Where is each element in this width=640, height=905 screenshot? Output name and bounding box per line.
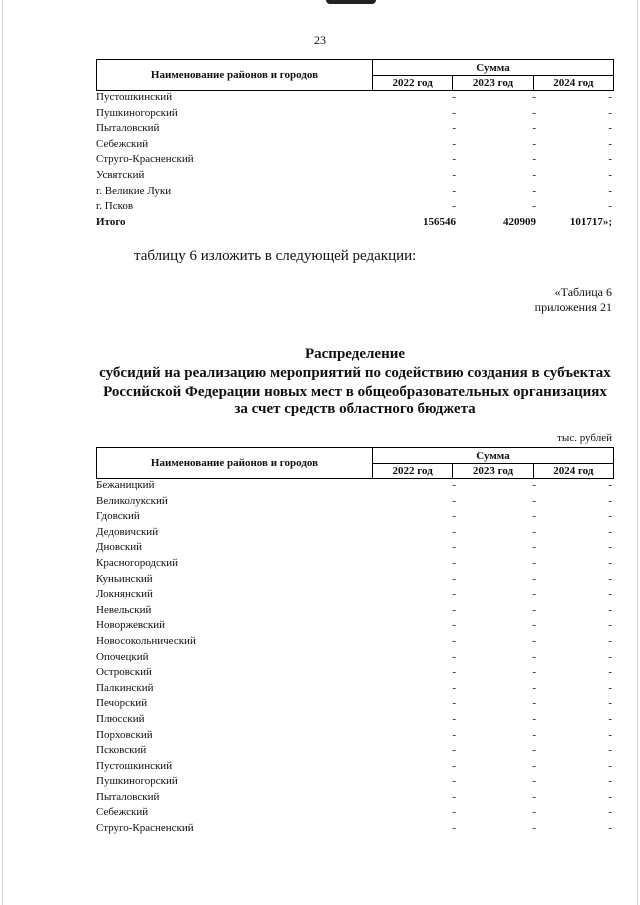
value-2024: - bbox=[608, 681, 612, 694]
value-2022: - bbox=[452, 650, 456, 663]
row-name: Себежский bbox=[96, 137, 149, 150]
value-2022: - bbox=[452, 572, 456, 585]
table-row bbox=[96, 557, 614, 573]
value-2023: - bbox=[532, 681, 536, 694]
table-row bbox=[96, 651, 614, 667]
table-row bbox=[96, 682, 614, 698]
value-2023: - bbox=[532, 541, 536, 554]
row-name: Палкинский bbox=[96, 681, 154, 694]
row-name: Усвятский bbox=[96, 168, 145, 181]
scan-edge-left bbox=[2, 0, 3, 905]
table1-name-header: Наименование районов и городов bbox=[97, 60, 373, 90]
table2-sum-block bbox=[373, 448, 613, 478]
table-row bbox=[96, 760, 614, 776]
value-2023: - bbox=[532, 122, 536, 135]
row-name: Пустошкинский bbox=[96, 759, 173, 772]
table-ref-line1: «Таблица 6 bbox=[554, 285, 612, 299]
value-2022: - bbox=[452, 588, 456, 601]
value-2024: - bbox=[608, 122, 612, 135]
value-2023: - bbox=[532, 775, 536, 788]
table-row bbox=[96, 122, 614, 138]
table-row bbox=[96, 729, 614, 745]
value-2022: - bbox=[452, 106, 456, 119]
value-2024: - bbox=[608, 759, 612, 772]
table1-header bbox=[96, 59, 614, 91]
value-2024: - bbox=[608, 806, 612, 819]
value-2022: - bbox=[452, 822, 456, 835]
table-row bbox=[96, 666, 614, 682]
value-2022: - bbox=[452, 122, 456, 135]
table-row bbox=[96, 495, 614, 511]
value-2022: - bbox=[452, 494, 456, 507]
table-row bbox=[96, 822, 614, 838]
value-2022: - bbox=[452, 681, 456, 694]
value-2022: - bbox=[452, 634, 456, 647]
value-2023: - bbox=[532, 556, 536, 569]
table-row bbox=[96, 138, 614, 154]
value-2024: - bbox=[608, 106, 612, 119]
table1-sum-block bbox=[373, 60, 613, 90]
value-2023: - bbox=[532, 790, 536, 803]
row-name: Пыталовский bbox=[96, 790, 160, 803]
table-row bbox=[96, 107, 614, 123]
value-2024: - bbox=[608, 479, 612, 491]
value-2024: - bbox=[608, 91, 612, 103]
value-2024: - bbox=[608, 712, 612, 725]
value-2023: - bbox=[532, 510, 536, 523]
value-2024: - bbox=[608, 744, 612, 757]
table2-year-2023: 2023 год bbox=[453, 464, 533, 478]
unit-label: тыс. рублей bbox=[557, 432, 612, 444]
table-ref-line2: приложения 21 bbox=[534, 300, 612, 314]
value-2022: - bbox=[452, 666, 456, 679]
table-row bbox=[96, 153, 614, 169]
value-2024: - bbox=[608, 494, 612, 507]
value-2024: - bbox=[608, 168, 612, 181]
value-2023: - bbox=[532, 744, 536, 757]
total-label: Итого bbox=[96, 215, 126, 228]
table-row bbox=[96, 806, 614, 822]
table1-sum-header: Сумма bbox=[373, 60, 613, 76]
value-2022: - bbox=[452, 603, 456, 616]
row-name: Себежский bbox=[96, 806, 149, 819]
table-row bbox=[96, 185, 614, 201]
value-2023: - bbox=[532, 494, 536, 507]
value-2024: - bbox=[608, 541, 612, 554]
row-name: Новоржевский bbox=[96, 619, 166, 632]
value-2024: - bbox=[608, 650, 612, 663]
value-2022: - bbox=[452, 137, 456, 150]
row-name: Дедовичский bbox=[96, 525, 159, 538]
table2-year-2024: 2024 год bbox=[553, 465, 594, 477]
value-2024: - bbox=[608, 588, 612, 601]
value-2022: - bbox=[452, 712, 456, 725]
scan-edge-right bbox=[637, 0, 638, 905]
title-line-3: Российской Федерации новых мест в общеобразовательных организациях bbox=[103, 384, 607, 400]
value-2023: - bbox=[532, 712, 536, 725]
value-2023: - bbox=[532, 572, 536, 585]
value-2024: - bbox=[608, 572, 612, 585]
value-2023: - bbox=[532, 153, 536, 166]
table-row bbox=[96, 91, 614, 107]
table2-year-headers bbox=[373, 464, 613, 478]
value-2022: - bbox=[452, 556, 456, 569]
value-2023: - bbox=[532, 759, 536, 772]
table-row bbox=[96, 744, 614, 760]
row-name: Струго-Красненский bbox=[96, 822, 194, 835]
table-row bbox=[96, 635, 614, 651]
table1-year-headers bbox=[373, 76, 613, 90]
value-2022: - bbox=[452, 744, 456, 757]
table2-sum-header: Сумма bbox=[373, 448, 613, 464]
value-2023: - bbox=[532, 479, 536, 491]
table-row bbox=[96, 479, 614, 495]
value-2023: - bbox=[532, 650, 536, 663]
row-name: Плюсский bbox=[96, 712, 145, 725]
row-name: Красногородский bbox=[96, 556, 179, 569]
table-row bbox=[96, 588, 614, 604]
value-2023: - bbox=[532, 619, 536, 632]
row-name: г. Великие Луки bbox=[96, 184, 172, 197]
table-row bbox=[96, 510, 614, 526]
table-row bbox=[96, 791, 614, 807]
table2-year-2022: 2022 год bbox=[373, 464, 453, 478]
row-name: Пушкиногорский bbox=[96, 775, 178, 788]
value-2024: - bbox=[608, 184, 612, 197]
row-name: Порховский bbox=[96, 728, 153, 741]
value-2024: - bbox=[608, 619, 612, 632]
table-row bbox=[96, 619, 614, 635]
total-2022: 156546 bbox=[423, 215, 456, 228]
value-2024: - bbox=[608, 697, 612, 710]
row-name: Новосокольнический bbox=[96, 634, 196, 647]
table-row bbox=[96, 713, 614, 729]
total-2024: 101717»; bbox=[569, 215, 612, 228]
value-2023: - bbox=[532, 137, 536, 150]
value-2022: - bbox=[452, 479, 456, 491]
value-2022: - bbox=[452, 153, 456, 166]
title-line-4: за счет средств областного бюджета bbox=[234, 401, 476, 417]
table-row bbox=[96, 573, 614, 589]
row-name: Бежаницкий bbox=[96, 479, 155, 491]
table1-body bbox=[96, 91, 614, 231]
value-2022: - bbox=[452, 510, 456, 523]
row-name: Струго-Красненский bbox=[96, 153, 194, 166]
table-row bbox=[96, 604, 614, 620]
value-2023: - bbox=[532, 168, 536, 181]
table2-name-header: Наименование районов и городов bbox=[97, 448, 373, 478]
table1-total-row bbox=[96, 216, 614, 232]
value-2023: - bbox=[532, 603, 536, 616]
table-row bbox=[96, 775, 614, 791]
table2-body bbox=[96, 479, 614, 838]
row-name: Островский bbox=[96, 666, 152, 679]
value-2023: - bbox=[532, 822, 536, 835]
value-2023: - bbox=[532, 106, 536, 119]
table-row bbox=[96, 697, 614, 713]
value-2023: - bbox=[532, 634, 536, 647]
table-row bbox=[96, 526, 614, 542]
value-2024: - bbox=[608, 790, 612, 803]
row-name: Куньинский bbox=[96, 572, 153, 585]
value-2024: - bbox=[608, 510, 612, 523]
row-name: Дновский bbox=[96, 541, 143, 554]
page-number: 23 bbox=[314, 33, 326, 47]
table-row bbox=[96, 169, 614, 185]
value-2023: - bbox=[532, 806, 536, 819]
top-page-mark bbox=[326, 0, 376, 4]
total-2023: 420909 bbox=[503, 215, 536, 228]
table1-year-2023: 2023 год bbox=[453, 76, 533, 90]
table1-year-2022: 2022 год bbox=[373, 76, 453, 90]
value-2022: - bbox=[452, 806, 456, 819]
value-2022: - bbox=[452, 619, 456, 632]
row-name: Пустошкинский bbox=[96, 91, 173, 103]
value-2022: - bbox=[452, 525, 456, 538]
instruction-paragraph: таблицу 6 изложить в следующей редакции: bbox=[134, 248, 417, 264]
value-2024: - bbox=[608, 603, 612, 616]
value-2022: - bbox=[452, 790, 456, 803]
value-2022: - bbox=[452, 200, 456, 213]
value-2024: - bbox=[608, 822, 612, 835]
value-2023: - bbox=[532, 184, 536, 197]
title-line-2: субсидий на реализацию мероприятий по содействию создания в субъектах bbox=[99, 365, 611, 381]
value-2024: - bbox=[608, 137, 612, 150]
value-2023: - bbox=[532, 525, 536, 538]
value-2022: - bbox=[452, 759, 456, 772]
value-2024: - bbox=[608, 556, 612, 569]
value-2022: - bbox=[452, 91, 456, 103]
row-name: Печорский bbox=[96, 697, 148, 710]
table-row bbox=[96, 541, 614, 557]
value-2022: - bbox=[452, 728, 456, 741]
value-2022: - bbox=[452, 775, 456, 788]
value-2023: - bbox=[532, 91, 536, 103]
value-2024: - bbox=[608, 200, 612, 213]
value-2022: - bbox=[452, 168, 456, 181]
row-name: Великолукский bbox=[96, 494, 168, 507]
table2-header bbox=[96, 447, 614, 479]
row-name: Пушкиногорский bbox=[96, 106, 178, 119]
value-2024: - bbox=[608, 728, 612, 741]
value-2024: - bbox=[608, 153, 612, 166]
value-2023: - bbox=[532, 200, 536, 213]
value-2023: - bbox=[532, 666, 536, 679]
value-2022: - bbox=[452, 541, 456, 554]
row-name: Невельский bbox=[96, 603, 152, 616]
value-2024: - bbox=[608, 666, 612, 679]
value-2022: - bbox=[452, 184, 456, 197]
title-line-1: Распределение bbox=[304, 346, 406, 362]
value-2023: - bbox=[532, 697, 536, 710]
table-row bbox=[96, 200, 614, 216]
value-2022: - bbox=[452, 697, 456, 710]
row-name: Пыталовский bbox=[96, 122, 160, 135]
value-2023: - bbox=[532, 588, 536, 601]
value-2023: - bbox=[532, 728, 536, 741]
value-2024: - bbox=[608, 525, 612, 538]
row-name: Опочецкий bbox=[96, 650, 149, 663]
row-name: Псковский bbox=[96, 744, 147, 757]
table1-year-2024: 2024 год bbox=[553, 77, 594, 89]
row-name: г. Псков bbox=[96, 200, 134, 213]
row-name: Гдовский bbox=[96, 510, 140, 523]
value-2024: - bbox=[608, 634, 612, 647]
row-name: Локнянский bbox=[96, 588, 153, 601]
value-2024: - bbox=[608, 775, 612, 788]
